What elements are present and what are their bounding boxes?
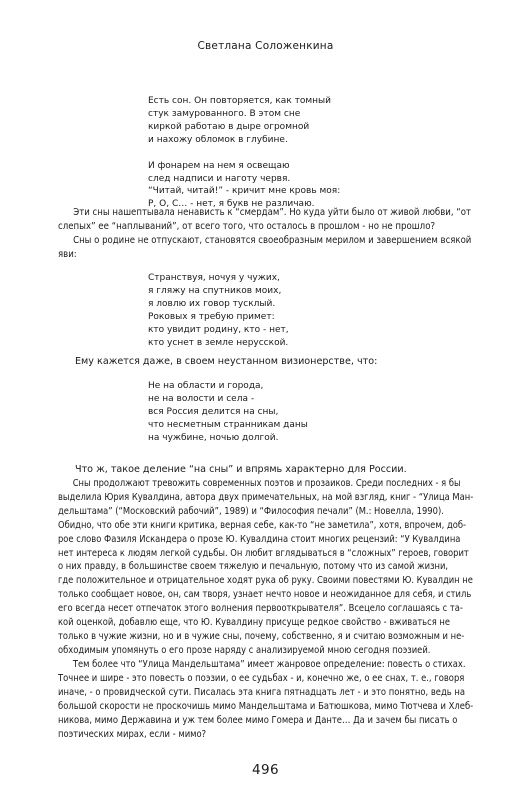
text-line: его всегда несет отпечаток этого волнения первооткрывателя”. Всецело соглашаясь с та- <box>58 603 463 615</box>
poem-line: след надписи и наготу червя. <box>148 173 291 184</box>
text-line: Что ж, такое деление “на сны” и впрямь характерно для России. <box>75 464 407 475</box>
poem-line: Р, О, С… - нет, я букв не различаю. <box>148 199 315 210</box>
text-line: Обидно, что обе эти книги критика, верная себе, как-то “не заметила”, хотя, впрочем, доб- <box>58 519 467 531</box>
poem-2 <box>148 272 289 349</box>
poem-line: Есть сон. Он повторяется, как томный <box>148 96 331 106</box>
poem-line: кто увидит родину, кто - нет, <box>148 324 289 335</box>
text-line: Ему кажется даже, в своем неустанном визионерстве, что: <box>75 356 378 367</box>
paragraph-6 <box>58 658 531 741</box>
poem-line: на чужбине, ночью долгой. <box>148 432 279 443</box>
running-header-author: Светлана Соложенкина <box>197 40 334 52</box>
text-line: Эти сны нашептывала ненависть к “смердам”. Но куда уйти было от живой любви, “от <box>73 207 472 218</box>
text-line: большой скорости не проскочишь мимо Мандельштама и Батюшкова, мимо Тютчева и Хлеб- <box>58 700 474 712</box>
poem-1 <box>148 95 340 211</box>
poem-line: Роковых я требую примет: <box>148 311 275 322</box>
text-line: Сны продолжают тревожить современных поэтов и прозаиков. Среди последних - я бы <box>72 478 461 489</box>
text-line: где положительное и отрицательное ходят рука об руку. Своими повестями Ю. Кувалдин не <box>58 575 473 587</box>
text-line: рое слово Фазиля Искандера о прозе Ю. Кувалдина стоит многих рецензий: “У Кувалдина <box>58 533 461 545</box>
text-line: только в чужие жизни, но и в чужие сны, почему, собственно, я и считаю возможным и не- <box>58 630 465 642</box>
poem-line: “Читай, читай!” - кричит мне кровь моя: <box>148 186 341 197</box>
text-line: Сны о родине не отпускают, становятся своеобразным мерилом и завершением всякой <box>73 235 472 246</box>
poem-line: киркой работаю в дыре огромной <box>148 121 310 132</box>
poem-line: стук замурованного. В этом сне <box>148 108 301 119</box>
text-line: яви: <box>58 248 77 260</box>
poem-line: не на волости и села - <box>148 393 255 404</box>
text-line: иначе, - о провидческой сути. Писалась эта книга пятнадцать лет - и это понятно, ведь на <box>58 686 466 698</box>
poem-line: Странствуя, ночуя у чужих, <box>148 273 280 283</box>
text-line: Точнее и шире - это повесть о поэзии, о ее судьбах - и, конечно же, о ее снах, т. е., говоря <box>58 672 465 684</box>
text-line: дельштама” (“Московский рабочий”, 1989) и “Философия печали” (М.: Новелла, 1990). <box>58 505 444 517</box>
text-line: о них правду, в большинстве своем тяжелую и печальную, потому что из самой жизни, <box>58 561 449 573</box>
poem-line: я гляжу на спутников моих, <box>148 285 282 296</box>
poem-line: я ловлю их говор тусклый. <box>148 298 276 309</box>
text-line: обходимым упомянуть о его прозе наряду с анализируемой мною сегодня поэзией. <box>58 644 431 656</box>
poem-3 <box>148 380 308 445</box>
text-line: никова, мимо Державина и уж тем более мимо Гомера и Данте… Да и зачем бы писать о <box>58 714 458 726</box>
paragraph-5 <box>58 477 531 658</box>
text-line: нет интереса к людям легкой судьбы. Он любит вглядываться в “сложных” героев, говорит <box>58 547 469 559</box>
poem-line: И фонарем на нем я освещаю <box>148 160 290 171</box>
poem-line: что несметным странникам даны <box>148 419 308 430</box>
poem-line: вся Россия делится на сны, <box>148 406 279 417</box>
text-line: поэтических мирах, если - мимо? <box>58 728 207 740</box>
poem-line: кто уснет в земле нерусской. <box>148 337 289 348</box>
text-line: кой оценкой, добавлю еще, что Ю. Кувалдину присуще редкое свойство - вживаться не <box>58 617 451 629</box>
poem-line: и нахожу обломок в глубине. <box>148 134 288 145</box>
text-line: Тем более что “Улица Мандельштама” имеет жанровое определение: повесть о стихах. <box>72 659 466 670</box>
paragraph-4 <box>58 463 407 477</box>
text-line: слепых” ее “наплываний”, от всего того, что осталось в прошлом - но не прошло? <box>58 220 436 232</box>
page-number: 496 <box>252 762 279 778</box>
text-line: выделила Юрия Кувалдина, автора двух примечательных, на мой взгляд, книг - “Улица Ман- <box>58 491 474 503</box>
paragraph-1 <box>58 206 520 234</box>
paragraph-3 <box>58 355 377 369</box>
poem-line: Не на области и города, <box>148 381 264 391</box>
paragraph-2 <box>58 234 522 262</box>
text-line: только сообщает новое, он, сам творя, узнает нечто новое и неожиданное для себя, и стиль <box>58 589 472 601</box>
